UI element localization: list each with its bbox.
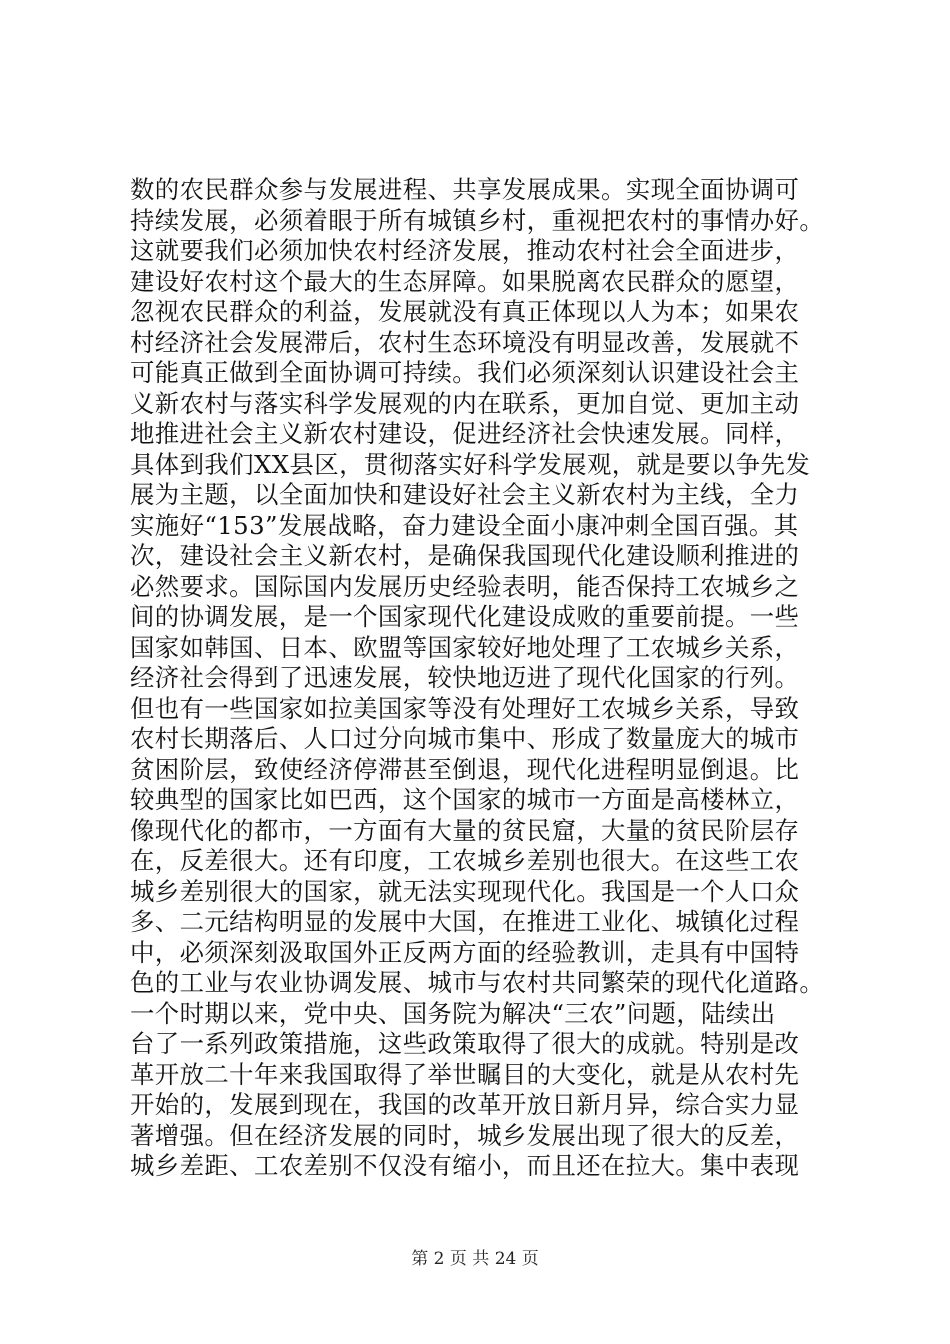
text-line: 但也有一些国家如拉美国家等没有处理好工农城乡关系，导致: [130, 693, 800, 723]
text-line: 展为主题，以全面加快和建设好社会主义新农村为主线，全力: [130, 480, 800, 509]
text-line: 次，建设社会主义新农村，是确保我国现代化建设顺利推进的: [130, 541, 800, 570]
text-line: 像现代化的都市，一方面有大量的贫民窟，大量的贫民阶层存: [130, 815, 800, 845]
text-line: 在，反差很大。还有印度，工农城乡差别也很大。在这些工农: [130, 846, 800, 875]
text-line: 开始的，发展到现在，我国的改革开放日新月异，综合实力显: [130, 1090, 800, 1119]
text-line: 实施好“153”发展战略，奋力建设全面小康冲刺全国百强。其: [130, 510, 799, 540]
text-line: 多、二元结构明显的发展中大国，在推进工业化、城镇化过程: [130, 907, 800, 936]
text-line: 城乡差距、工农差别不仅没有缩小，而且还在拉大。集中表现: [130, 1151, 800, 1180]
text-line: 贫困阶层，致使经济停滞甚至倒退，现代化进程明显倒退。比: [130, 754, 800, 784]
text-line: 建设好农村这个最大的生态屏障。如果脱离农民群众的愿望，: [130, 266, 800, 296]
text-line: 农村长期落后、人口过分向城市集中、形成了数量庞大的城市: [130, 724, 800, 753]
text-line: 地推进社会主义新农村建设，促进经济社会快速发展。同样，: [130, 419, 800, 448]
text-line: 城乡差别很大的国家，就无法实现现代化。我国是一个人口众: [130, 876, 800, 906]
text-line: 数的农民群众参与发展进程、共享发展成果。实现全面协调可: [130, 175, 800, 204]
text-line: 具体到我们XX县区，贯彻落实好科学发展观，就是要以争先发: [130, 449, 811, 479]
text-line: 村经济社会发展滞后，农村生态环境没有明显改善，发展就不: [130, 327, 800, 357]
text-line: 色的工业与农业协调发展、城市与农村共同繁荣的现代化道路。: [130, 968, 825, 997]
text-line: 这就要我们必须加快农村经济发展，推动农村社会全面进步，: [130, 236, 800, 265]
text-line: 著增强。但在经济发展的同时，城乡发展出现了很大的反差，: [130, 1120, 800, 1150]
body-text: [130, 175, 840, 1182]
text-line: 国家如韩国、日本、欧盟等国家较好地处理了工农城乡关系，: [130, 632, 800, 662]
text-line: 可能真正做到全面协调可持续。我们必须深刻认识建设社会主: [130, 358, 800, 387]
text-line: 间的协调发展，是一个国家现代化建设成败的重要前提。一些: [130, 602, 800, 631]
text-line: 一个时期以来，党中央、国务院为解决“三农”问题，陆续出: [130, 998, 776, 1028]
text-line: 必然要求。国际国内发展历史经验表明，能否保持工农城乡之: [130, 571, 800, 601]
text-line: 台了一系列政策措施，这些政策取得了很大的成就。特别是改: [130, 1029, 800, 1058]
text-line: 忽视农民群众的利益，发展就没有真正体现以人为本；如果农: [130, 297, 800, 326]
text-line: 经济社会得到了迅速发展，较快地迈进了现代化国家的行列。: [130, 663, 800, 692]
text-line: 较典型的国家比如巴西，这个国家的城市一方面是高楼林立，: [130, 785, 800, 814]
text-line: 义新农村与落实科学发展观的内在联系，更加自觉、更加主动: [130, 388, 800, 418]
text-line: 持续发展，必须着眼于所有城镇乡村，重视把农村的事情办好。: [130, 205, 825, 235]
text-line: 革开放二十年来我国取得了举世瞩目的大变化，就是从农村先: [130, 1059, 800, 1089]
text-line: 中，必须深刻汲取国外正反两方面的经验教训，走具有中国特: [130, 937, 800, 967]
page-footer: 第 2 页 共 24 页: [411, 1249, 539, 1269]
